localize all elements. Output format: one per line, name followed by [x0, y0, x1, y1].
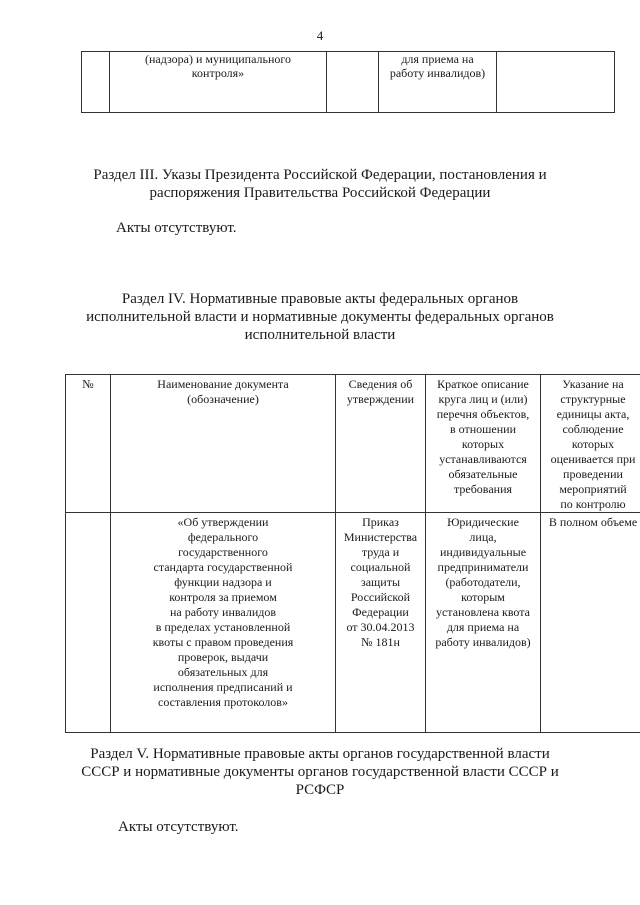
cell-line: Сведения об: [348, 377, 413, 391]
cell-line: утверждении: [346, 392, 415, 406]
column-approval-cell: [336, 513, 426, 733]
section3-body: Акты отсутствуют.: [116, 220, 237, 236]
column-document-name-header: [111, 375, 336, 513]
cell-line: №: [82, 377, 94, 391]
cell-line: (надзора) и муниципального: [144, 52, 292, 66]
table-row: [82, 52, 615, 113]
cell-line: для приема на: [401, 52, 474, 66]
cell-line: работу инвалидов): [435, 635, 531, 649]
cell-line: исполнения предписаний и: [153, 680, 293, 694]
heading-line: распоряжения Правительства Российской Федерации: [149, 185, 491, 201]
column-document-name-cell: [111, 513, 336, 733]
cell-line: в пределах установленной: [155, 620, 291, 634]
cell-line: контроля»: [191, 66, 245, 80]
heading-line: РСФСР: [295, 782, 345, 798]
cell-line: квоты с правом проведения: [152, 635, 294, 649]
cell-line: составления протоколов»: [158, 695, 288, 709]
cell-line: в отношении: [449, 422, 516, 436]
column-description-header: [426, 375, 541, 513]
cell-line: (работодатели,: [445, 575, 521, 589]
cell-line: (обозначение): [187, 392, 259, 406]
cell-line: государственного: [178, 545, 268, 559]
section3-heading: [0, 166, 640, 202]
cell-line: обязательных для: [177, 665, 269, 679]
heading-line: исполнительной власти и нормативные документы федеральных органов: [86, 309, 554, 325]
continuation-table: [81, 51, 615, 113]
section4-heading: [0, 290, 640, 344]
heading-line: Раздел V. Нормативные правовые акты органов государственной власти: [90, 746, 550, 762]
column-number-header: [66, 375, 111, 513]
cell-line: стандарта государственной: [153, 560, 293, 574]
cell-line: № 181н: [361, 635, 400, 649]
cell-line: предприниматели: [437, 560, 529, 574]
cell-line: В полном объеме: [548, 515, 638, 529]
cell-line: Российской: [350, 590, 411, 604]
cell-line: Краткое описание: [437, 377, 529, 391]
section5-heading: [0, 745, 640, 799]
cell-line: единицы акта,: [556, 407, 630, 421]
cell-line: установлена квота: [435, 605, 530, 619]
cell-line: обязательные: [448, 467, 518, 481]
cell-line: которых: [571, 437, 615, 451]
cell-line: круга лиц и (или): [438, 392, 528, 406]
cell-line: на работу инвалидов: [169, 605, 277, 619]
cell-line: перечня объектов,: [436, 407, 530, 421]
table-cell-name: [110, 52, 327, 113]
cell-line: Федерации: [352, 605, 409, 619]
cell-line: лица,: [469, 530, 497, 544]
cell-line: социальной: [350, 560, 411, 574]
heading-line: Раздел III. Указы Президента Российской Федерации, постановления и: [93, 167, 547, 183]
column-number-cell: [66, 513, 111, 733]
cell-line: проверок, выдачи: [177, 650, 269, 664]
cell-line: Юридические: [447, 515, 519, 529]
column-structural-units-cell: [541, 513, 640, 733]
column-structural-units-header: [541, 375, 640, 513]
cell-line: соблюдение: [562, 422, 624, 436]
table-cell: [327, 52, 379, 113]
cell-line: функции надзора и: [174, 575, 272, 589]
heading-line: Раздел IV. Нормативные правовые акты федеральных органов: [121, 291, 519, 307]
cell-line: которым: [461, 590, 505, 604]
heading-line: СССР и нормативные документы органов государственной власти СССР и: [81, 764, 559, 780]
column-approval-header: [336, 375, 426, 513]
cell-line: Приказ: [362, 515, 399, 529]
cell-line: работу инвалидов): [389, 66, 486, 80]
table-header-row: [66, 375, 640, 513]
cell-line: «Об утверждении: [177, 515, 269, 529]
heading-line: исполнительной власти: [244, 327, 396, 343]
cell-line: устанавливаются: [439, 452, 527, 466]
cell-line: по контролю: [560, 497, 626, 511]
section5-body: Акты отсутствуют.: [118, 819, 239, 835]
cell-line: защиты: [360, 575, 401, 589]
cell-line: мероприятий: [559, 482, 627, 496]
cell-line: контроля за приемом: [169, 590, 277, 604]
cell-line: структурные: [560, 392, 626, 406]
column-description-cell: [426, 513, 541, 733]
cell-line: [68, 515, 108, 530]
acts-table: [65, 374, 640, 733]
cell-line: оценивается при: [550, 452, 636, 466]
table-row: [66, 513, 640, 733]
cell-line: требования: [453, 482, 513, 496]
cell-line: для приема на: [446, 620, 520, 634]
cell-line: которых: [461, 437, 505, 451]
cell-line: от 30.04.2013: [346, 620, 415, 634]
table-cell-description: [379, 52, 497, 113]
cell-line: индивидуальные: [439, 545, 527, 559]
cell-line: Наименование документа: [157, 377, 289, 391]
page-number: 4: [316, 28, 324, 43]
table-cell: [82, 52, 110, 113]
cell-line: труда и: [361, 545, 400, 559]
cell-line: Министерства: [343, 530, 418, 544]
table-cell: [497, 52, 615, 113]
cell-line: Указание на: [562, 377, 624, 391]
cell-line: федерального: [187, 530, 259, 544]
cell-line: проведении: [563, 467, 623, 481]
